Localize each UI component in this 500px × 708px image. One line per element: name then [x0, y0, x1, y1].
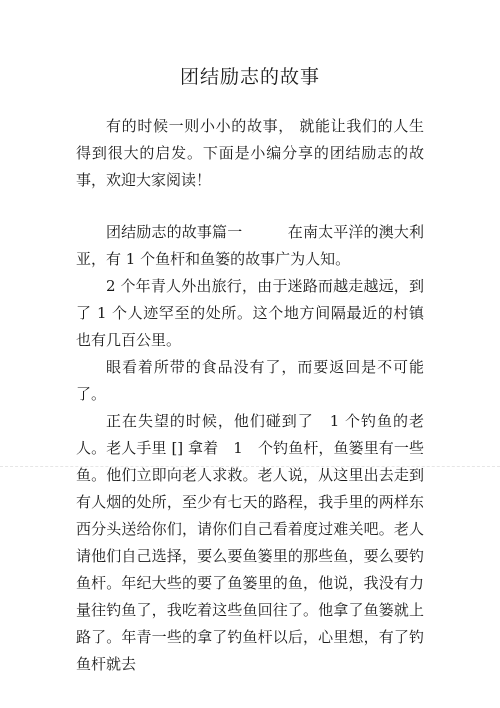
document-title: 团结励志的故事 [179, 66, 320, 88]
paragraph-story-heading: 团结励志的故事篇一 在南太平洋的澳大利亚，有 1 个鱼杆和鱼篓的故事广为人知。 [76, 223, 424, 268]
paragraph-intro: 有的时候一则小小的故事， 就能让我们的人生得到很大的启发。下面是小编分享的团结励志的故事，欢迎大家阅读！ [76, 117, 424, 189]
paragraph-travel: 2 个年青人外出旅行，由于迷路而越走越远，到了 1 个人迹罕至的处所。这个地方间隔最近的村镇也有几百公里。 [76, 277, 424, 349]
paragraph-gap [76, 194, 424, 219]
paragraph-food: 眼看着所带的食品没有了，而要返回是不可能了。 [76, 358, 424, 403]
paragraph-old-man: 正在失望的时候，他们碰到了 1 个钓鱼的老人。老人手里 [] 拿着 1 个钓鱼杆，鱼篓里有一些鱼。他们立即向老人求救。老人说，从这里出去走到有人烟的处所，至少有七天的路程，我手里的两样东西分头送给你们，请你们自己看着度过难关吧。老人请他们自己选择，要么要鱼篓里的那些鱼，要么要钓鱼杆。年纪大些的要了鱼篓里的鱼，他说，我没有力量往钓鱼了，我吃着这些鱼回往了。他拿了鱼篓就上路了。年青一些的拿了钓鱼杆以后，心里想，有了钓鱼杆就去 [76, 412, 424, 673]
page-divider [0, 466, 500, 467]
